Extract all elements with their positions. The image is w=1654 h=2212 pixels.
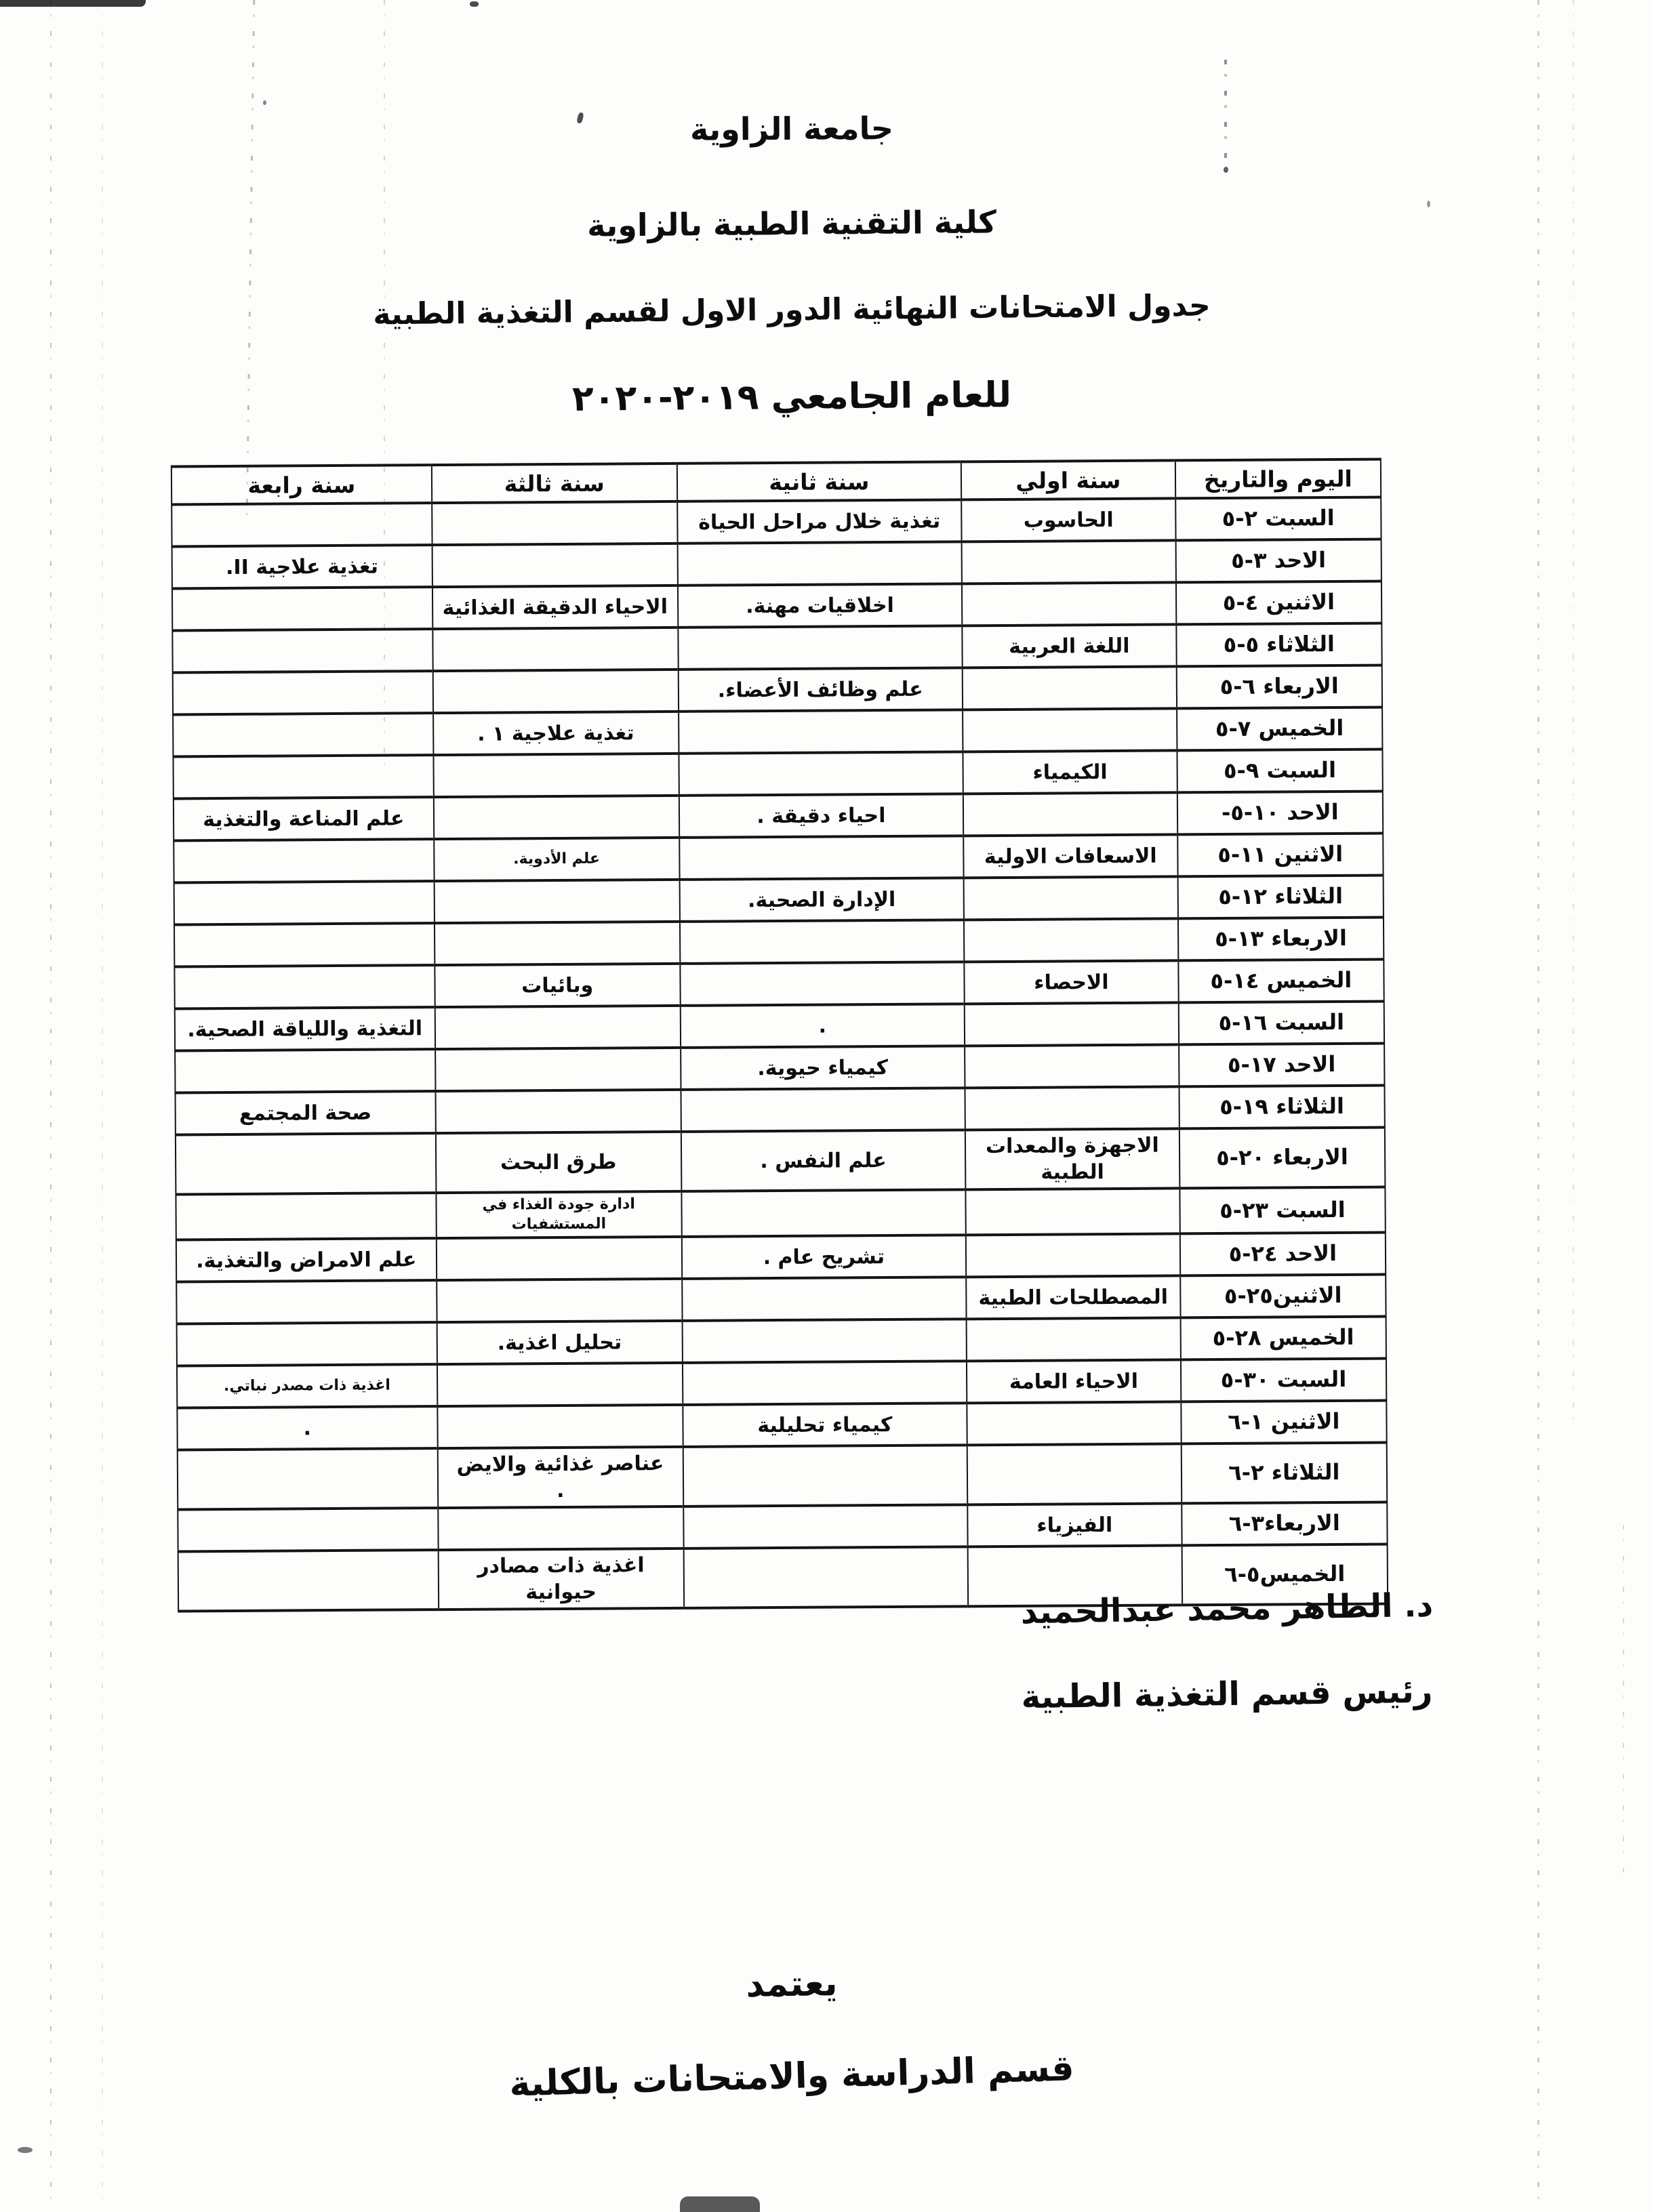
course-cell bbox=[963, 708, 1177, 752]
day-date-cell: الثلاثاء ٢-٦ bbox=[1181, 1443, 1387, 1504]
exam-table-body bbox=[172, 497, 1388, 1612]
day-date-cell: الاحد ٣-٥ bbox=[1175, 539, 1381, 583]
exam-row bbox=[175, 1002, 1384, 1051]
course-cell: اخلاقيات مهنة. bbox=[678, 583, 963, 628]
exam-row bbox=[177, 1359, 1386, 1408]
course-cell bbox=[435, 1006, 681, 1049]
course-cell: كيمياء حيوية. bbox=[681, 1046, 965, 1090]
column-header-year-2: سنة ثانية bbox=[677, 462, 962, 501]
column-header-day-date: اليوم والتاريخ bbox=[1175, 459, 1381, 499]
course-cell bbox=[965, 1002, 1179, 1046]
course-cell bbox=[435, 1090, 681, 1133]
course-cell bbox=[434, 880, 680, 923]
course-cell: الاحياء العامة bbox=[967, 1360, 1181, 1404]
column-header-year-3: سنة ثالثة bbox=[431, 464, 677, 503]
exam-row bbox=[176, 1128, 1386, 1195]
course-cell bbox=[178, 1550, 439, 1611]
course-cell bbox=[432, 544, 678, 587]
course-cell bbox=[964, 876, 1178, 920]
day-date-cell: السبت ٢٣-٥ bbox=[1179, 1187, 1386, 1234]
day-date-cell: الاربعاء ٢٠-٥ bbox=[1179, 1128, 1386, 1189]
day-date-cell: الخميس ٢٨-٥ bbox=[1180, 1317, 1386, 1360]
course-cell bbox=[174, 965, 435, 1008]
course-cell bbox=[967, 1318, 1181, 1361]
exam-row bbox=[178, 1502, 1387, 1552]
university-title: جامعة الزاوية bbox=[689, 110, 894, 148]
approval-block bbox=[0, 1963, 1584, 2105]
signature-block bbox=[1003, 1586, 1451, 1717]
course-cell bbox=[963, 666, 1177, 710]
course-cell bbox=[681, 1189, 966, 1237]
course-cell: الاسعافات الاولية bbox=[963, 834, 1177, 878]
course-cell bbox=[962, 540, 1176, 583]
course-cell: ادارة جودة الغذاء في المستشفيات bbox=[436, 1191, 682, 1238]
course-cell bbox=[964, 918, 1178, 962]
exam-row bbox=[176, 1275, 1386, 1324]
course-cell: علم الامراض والتغذية. bbox=[176, 1238, 437, 1282]
signer-name: د. الطاهر محمد عبدالحميد bbox=[1020, 1586, 1434, 1632]
schedule-title: جدول الامتحانات النهائية الدور الاول لقسم التغذية الطبية bbox=[373, 288, 1211, 332]
course-cell bbox=[963, 792, 1177, 836]
course-cell: الإدارة الصحية. bbox=[679, 878, 964, 922]
exam-row bbox=[177, 1401, 1386, 1450]
day-date-cell: الاحد ١٧-٥ bbox=[1179, 1044, 1385, 1087]
course-cell bbox=[175, 1049, 435, 1092]
day-date-cell: الخميس٥-٦ bbox=[1182, 1544, 1388, 1605]
exam-row bbox=[173, 708, 1382, 757]
day-date-cell: الاحد ٢٤-٥ bbox=[1180, 1233, 1386, 1276]
exam-row bbox=[172, 539, 1381, 589]
day-date-cell: الثلاثاء ١٩-٥ bbox=[1179, 1086, 1385, 1129]
day-date-cell: الخميس ٧-٥ bbox=[1177, 708, 1383, 751]
day-date-cell: الاربعاء ٦-٥ bbox=[1176, 665, 1382, 709]
course-cell: الاجهزة والمعدات الطبية bbox=[965, 1128, 1179, 1189]
signer-title: رئيس قسم التغذية الطبية bbox=[1021, 1672, 1433, 1717]
exam-row bbox=[176, 1086, 1385, 1135]
day-date-cell: الثلاثاء ١٢-٥ bbox=[1177, 876, 1384, 919]
course-cell bbox=[435, 1048, 681, 1091]
approval-label: يعتمد bbox=[746, 1963, 838, 2005]
day-date-cell: الاحد ١٠-٥- bbox=[1177, 792, 1384, 835]
course-cell: الاحصاء bbox=[964, 960, 1178, 1004]
course-cell bbox=[435, 922, 681, 965]
course-cell bbox=[967, 1444, 1182, 1505]
exam-schedule-table bbox=[171, 458, 1388, 1613]
course-cell bbox=[962, 582, 1176, 626]
course-cell bbox=[178, 1448, 438, 1509]
course-cell bbox=[678, 626, 963, 670]
course-cell bbox=[437, 1363, 683, 1406]
course-cell: صحة المجتمع bbox=[176, 1091, 436, 1134]
course-cell bbox=[680, 920, 965, 964]
course-cell bbox=[965, 1188, 1179, 1235]
course-cell: علم المناعة والتغذية bbox=[174, 797, 434, 840]
course-cell: تشريح عام . bbox=[682, 1235, 967, 1279]
column-header-year-1: سنة اولي bbox=[961, 460, 1175, 499]
course-cell: الفيزياء bbox=[967, 1504, 1182, 1547]
day-date-cell: الثلاثاء ٥-٥ bbox=[1176, 623, 1382, 667]
course-cell: وبائيات bbox=[435, 964, 681, 1007]
course-cell: الحاسوب bbox=[961, 498, 1175, 541]
course-cell bbox=[681, 1088, 965, 1132]
day-date-cell: الاثنين ٤-٥ bbox=[1176, 581, 1382, 625]
course-cell bbox=[436, 1237, 682, 1280]
course-cell bbox=[173, 755, 433, 798]
exam-row bbox=[174, 960, 1384, 1009]
course-cell bbox=[965, 1086, 1179, 1130]
exam-row bbox=[175, 1044, 1384, 1093]
course-cell bbox=[176, 1193, 436, 1240]
course-cell bbox=[176, 1133, 436, 1194]
exam-row bbox=[172, 623, 1381, 673]
course-cell bbox=[172, 629, 432, 672]
course-cell: الكيمياء bbox=[963, 750, 1177, 794]
course-cell bbox=[174, 881, 435, 924]
exam-row bbox=[172, 581, 1381, 631]
course-cell bbox=[682, 1319, 967, 1364]
course-cell bbox=[178, 1508, 438, 1551]
course-cell bbox=[174, 839, 434, 882]
day-date-cell: السبت ٢-٥ bbox=[1175, 497, 1381, 541]
course-cell bbox=[683, 1446, 967, 1507]
exam-row bbox=[176, 1233, 1386, 1282]
scan-artifact bbox=[470, 1, 479, 7]
scan-artifact bbox=[263, 100, 266, 105]
course-cell bbox=[679, 710, 963, 754]
course-cell: تحليل اغذية. bbox=[437, 1321, 683, 1364]
course-cell: الاحياء الدقيقة الغذائية bbox=[432, 586, 679, 629]
course-cell: اللغة العربية bbox=[962, 624, 1176, 668]
exam-row bbox=[178, 1443, 1388, 1510]
day-date-cell: السبت ١٦-٥ bbox=[1178, 1002, 1384, 1045]
course-cell bbox=[438, 1507, 684, 1550]
exam-row bbox=[173, 665, 1382, 715]
course-cell bbox=[172, 587, 432, 630]
course-cell bbox=[683, 1505, 968, 1549]
exam-row bbox=[177, 1317, 1386, 1366]
course-cell bbox=[679, 836, 964, 880]
course-cell bbox=[177, 1322, 437, 1366]
scan-artifact bbox=[1224, 167, 1228, 173]
scan-artifact bbox=[18, 2147, 33, 2153]
course-cell bbox=[683, 1547, 968, 1609]
day-date-cell: السبت ٣٠-٥ bbox=[1181, 1359, 1387, 1402]
exam-row bbox=[174, 876, 1384, 925]
course-cell bbox=[677, 541, 962, 586]
course-cell: عناصر غذائية والايض . bbox=[437, 1447, 683, 1508]
approval-department: قسم الدراسة والامتحانات بالكلية bbox=[508, 2048, 1075, 2105]
course-cell bbox=[172, 503, 432, 546]
day-date-cell: السبت ٩-٥ bbox=[1177, 750, 1383, 793]
course-cell bbox=[683, 1361, 967, 1406]
course-cell bbox=[173, 713, 433, 756]
course-cell bbox=[432, 628, 679, 671]
course-cell: علم النفس . bbox=[681, 1130, 966, 1191]
exam-row bbox=[174, 918, 1384, 967]
course-cell bbox=[965, 1044, 1179, 1088]
course-cell bbox=[174, 923, 435, 966]
exam-row bbox=[176, 1187, 1385, 1240]
course-cell bbox=[437, 1405, 683, 1448]
course-cell bbox=[176, 1280, 437, 1324]
day-date-cell: الاربعاء ١٣-٥ bbox=[1178, 918, 1384, 961]
course-cell bbox=[437, 1279, 683, 1322]
exam-row bbox=[174, 834, 1383, 883]
exam-row bbox=[172, 497, 1381, 547]
course-cell: اغذية ذات مصادر حيوانية bbox=[438, 1549, 684, 1610]
scan-artifact bbox=[1537, 0, 1539, 2212]
day-date-cell: الاثنين٢٥-٥ bbox=[1180, 1275, 1386, 1318]
college-title: كلية التقنية الطبية بالزاوية bbox=[586, 203, 997, 244]
course-cell: المصطلحات الطبية bbox=[966, 1276, 1180, 1319]
course-cell bbox=[966, 1234, 1180, 1277]
day-date-cell: الخميس ١٤-٥ bbox=[1178, 960, 1384, 1003]
course-cell: علم الأدوية. bbox=[434, 838, 680, 881]
day-date-cell: الاربعاء٣-٦ bbox=[1182, 1502, 1388, 1546]
course-cell: علم وظائف الأعضاء. bbox=[678, 668, 963, 712]
course-cell bbox=[433, 796, 679, 839]
scan-artifact bbox=[680, 2196, 760, 2212]
course-cell: . bbox=[680, 1004, 965, 1048]
course-cell bbox=[432, 670, 679, 713]
course-cell bbox=[682, 1277, 967, 1322]
course-cell: تغذية خلال مراحل الحياة bbox=[677, 499, 962, 544]
course-cell: اغذية ذات مصدر نباتي. bbox=[177, 1364, 437, 1408]
course-cell: طرق البحث bbox=[435, 1132, 681, 1193]
course-cell: . bbox=[177, 1406, 437, 1450]
course-cell bbox=[967, 1402, 1181, 1446]
course-cell bbox=[433, 754, 679, 797]
course-cell: التغذية واللياقة الصحية. bbox=[175, 1007, 435, 1050]
course-cell: كيمياء تحليلية bbox=[683, 1404, 967, 1448]
exam-row bbox=[173, 750, 1382, 799]
course-cell bbox=[173, 671, 433, 714]
course-cell: تغذية علاجية ١ . bbox=[433, 712, 679, 755]
exam-row bbox=[174, 792, 1383, 841]
column-header-year-4: سنة رابعة bbox=[172, 465, 432, 504]
scan-artifact bbox=[1623, 1525, 1624, 1877]
day-date-cell: الاثنين ١١-٥ bbox=[1177, 834, 1384, 877]
course-cell bbox=[432, 501, 678, 545]
course-cell: احياء دقيقة . bbox=[679, 794, 964, 838]
scan-artifact bbox=[246, 0, 256, 515]
course-cell bbox=[680, 962, 965, 1006]
scan-artifact bbox=[0, 0, 146, 7]
course-cell bbox=[679, 752, 963, 796]
day-date-cell: الاثنين ١-٦ bbox=[1181, 1401, 1387, 1444]
course-cell: تغذية علاجية II. bbox=[172, 545, 432, 588]
academic-year-title: للعام الجامعي ٢٠١٩-٢٠٢٠ bbox=[571, 375, 1012, 419]
